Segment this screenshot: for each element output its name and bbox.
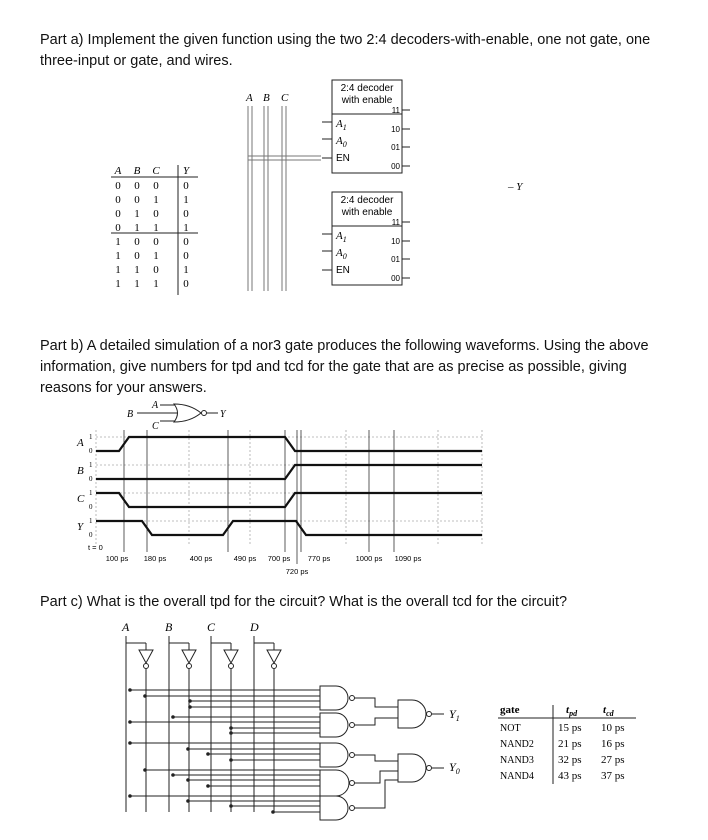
- decoder-top: [322, 80, 410, 173]
- not-gate-icon: [267, 650, 281, 663]
- truth-table-cell: 1: [153, 194, 159, 206]
- waveform-a: [96, 437, 482, 451]
- svg-text:tpd: $t_{pd}$: [566, 704, 578, 718]
- svg-text:2:4 decoder: 2:4 decoder: [340, 83, 394, 94]
- truth-table-cell: 1: [115, 236, 121, 248]
- input-c-label: C: [207, 620, 216, 634]
- svg-text:A0: $A_0$: [336, 247, 347, 261]
- svg-text:00: 00: [391, 162, 400, 171]
- truth-table-header: Y: [182, 165, 190, 177]
- svg-text:C: C: [152, 421, 159, 432]
- svg-text:A1: $A_1$: [336, 230, 347, 244]
- truth-table-cell: 0: [115, 208, 121, 220]
- svg-text:2:4 decoder: 2:4 decoder: [340, 195, 394, 206]
- output-nand-gate-icon: [398, 700, 426, 728]
- delay-table-tcd: 27 ps: [601, 754, 625, 766]
- delay-table-gate: NOT: [500, 723, 521, 734]
- output-y1-label: $Y_1$: [449, 707, 460, 723]
- truth-table-cell: 1: [134, 222, 140, 234]
- svg-text:EN: EN: [336, 265, 350, 276]
- part-a-figure: [0, 0, 708, 300]
- svg-text:0: 0: [89, 447, 93, 455]
- input-b-label: B: [165, 620, 173, 634]
- svg-text:A1: $A_1$: [336, 118, 347, 132]
- truth-table-cell: 0: [183, 208, 189, 220]
- delay-table-tpd: 43 ps: [558, 770, 582, 782]
- svg-text:100 ps: 100 ps: [105, 554, 129, 563]
- svg-text:with enable: with enable: [341, 95, 393, 106]
- truth-table-cell: 0: [183, 180, 189, 192]
- svg-text:gate: gate: [500, 704, 520, 716]
- not-gate-icon: [139, 650, 153, 663]
- svg-text:180 ps: 180 ps: [143, 554, 167, 563]
- delay-table-tcd: 16 ps: [601, 738, 625, 750]
- part-c-question: Part c) What is the overall tpd for the circuit? What is the overall tcd for the circuit?: [40, 594, 568, 610]
- signal-a-name: A: [77, 437, 84, 449]
- part-b-question: Part b) A detailed simulation of a nor3 gate produces the following waveforms. Using the above information, give numbers for tpd and tcd for the gate that are as precise as possible, giving reasons for your answers.: [40, 338, 649, 396]
- not-gate-icon: [224, 650, 238, 663]
- truth-table-header: A: [114, 165, 122, 177]
- waveform-b: [96, 465, 482, 479]
- delay-table-gate: NAND2: [500, 739, 534, 750]
- signal-c-name: C: [77, 493, 85, 505]
- svg-text:tcd: $t_{cd}$: [603, 704, 614, 718]
- delay-table-tpd: 21 ps: [558, 738, 582, 750]
- truth-table-cell: 1: [153, 250, 159, 262]
- signal-y-name: Y: [77, 521, 84, 533]
- truth-table-cell: 0: [134, 236, 140, 248]
- output-y-label: – Y: [508, 181, 523, 193]
- truth-table-cell: 1: [115, 264, 121, 276]
- delay-table-gate: NAND3: [500, 755, 534, 766]
- input-d-label: D: [250, 620, 259, 634]
- truth-table-cell: 0: [183, 250, 189, 262]
- nand-gate-icon: [320, 743, 348, 767]
- truth-table-cell: 0: [115, 222, 121, 234]
- truth-table-cell: 1: [134, 208, 140, 220]
- delay-table-tpd: 15 ps: [558, 722, 582, 734]
- input-label-b: B: [263, 92, 270, 104]
- svg-text:400 ps: 400 ps: [189, 554, 213, 563]
- svg-text:10: 10: [391, 125, 400, 134]
- truth-table-cell: 1: [183, 194, 189, 206]
- svg-text:770 ps: 770 ps: [307, 554, 331, 563]
- truth-table-cell: 1: [183, 222, 189, 234]
- truth-table-cell: 0: [153, 208, 159, 220]
- delay-table-tpd: 32 ps: [558, 754, 582, 766]
- svg-text:1: 1: [89, 489, 93, 497]
- truth-table: [111, 165, 198, 295]
- truth-table-cell: 0: [134, 180, 140, 192]
- nand-gate-icon: [320, 713, 348, 737]
- nand-gate-icon: [320, 686, 348, 710]
- nor3-gate-symbol: [127, 400, 227, 432]
- svg-text:Y: Y: [220, 409, 226, 420]
- svg-text:EN: EN: [336, 153, 350, 164]
- svg-text:0: 0: [89, 503, 93, 511]
- svg-text:01: 01: [391, 143, 400, 152]
- svg-text:0: 0: [89, 475, 93, 483]
- decoder-bottom: [322, 192, 410, 285]
- svg-text:A: A: [152, 400, 159, 411]
- svg-text:0: 0: [89, 531, 93, 539]
- truth-table-cell: 0: [115, 194, 121, 206]
- truth-table-cell: 0: [183, 278, 189, 290]
- output-nand-gate-icon: [398, 754, 426, 782]
- truth-table-cell: 0: [115, 180, 121, 192]
- waveform-c: [96, 493, 482, 507]
- truth-table-cell: 0: [134, 250, 140, 262]
- not-gate-icon: [182, 650, 196, 663]
- svg-text:720 ps: 720 ps: [285, 567, 309, 576]
- output-y0-label: $Y_0$: [449, 760, 460, 776]
- t0-label: t = 0: [88, 543, 103, 552]
- truth-table-cell: 1: [115, 278, 121, 290]
- svg-text:700 ps: 700 ps: [267, 554, 291, 563]
- svg-text:10: 10: [391, 237, 400, 246]
- svg-text:490 ps: 490 ps: [233, 554, 257, 563]
- svg-text:A0: $A_0$: [336, 135, 347, 149]
- delay-table-gate: NAND4: [500, 771, 534, 782]
- part-a-question: Part a) Implement the given function using the two 2:4 decoders-with-enable, one not gate, one three-input or gate, and wires.: [40, 32, 651, 69]
- signal-b-name: B: [77, 465, 84, 477]
- truth-table-cell: 0: [183, 236, 189, 248]
- truth-table-cell: 1: [153, 222, 159, 234]
- truth-table-cell: 1: [183, 264, 189, 276]
- nand-gate-icon: [320, 796, 348, 820]
- truth-table-cell: 1: [153, 278, 159, 290]
- gate-delay-table: [498, 704, 636, 784]
- truth-table-cell: 0: [134, 194, 140, 206]
- svg-text:with enable: with enable: [341, 207, 393, 218]
- svg-text:1: 1: [89, 433, 93, 441]
- svg-text:B: B: [127, 409, 134, 420]
- truth-table-header: C: [152, 165, 160, 177]
- truth-table-cell: 0: [153, 264, 159, 276]
- svg-text:1090 ps: 1090 ps: [394, 554, 422, 563]
- nand-gate-icon: [320, 770, 349, 796]
- input-label-a: A: [246, 92, 253, 104]
- delay-table-tcd: 37 ps: [601, 770, 625, 782]
- svg-text:00: 00: [391, 274, 400, 283]
- svg-text:11: 11: [391, 218, 400, 227]
- truth-table-cell: 1: [134, 278, 140, 290]
- truth-table-cell: 1: [115, 250, 121, 262]
- truth-table-header: B: [133, 165, 141, 177]
- truth-table-cell: 0: [153, 180, 159, 192]
- delay-table-tcd: 10 ps: [601, 722, 625, 734]
- svg-text:01: 01: [391, 255, 400, 264]
- input-label-c: C: [281, 92, 289, 104]
- svg-text:1: 1: [89, 517, 93, 525]
- truth-table-cell: 0: [153, 236, 159, 248]
- svg-text:1000 ps: 1000 ps: [355, 554, 383, 563]
- truth-table-cell: 1: [134, 264, 140, 276]
- waveform-y: [96, 521, 482, 535]
- svg-text:1: 1: [89, 461, 93, 469]
- svg-text:11: 11: [391, 106, 400, 115]
- input-a-label: A: [122, 620, 130, 634]
